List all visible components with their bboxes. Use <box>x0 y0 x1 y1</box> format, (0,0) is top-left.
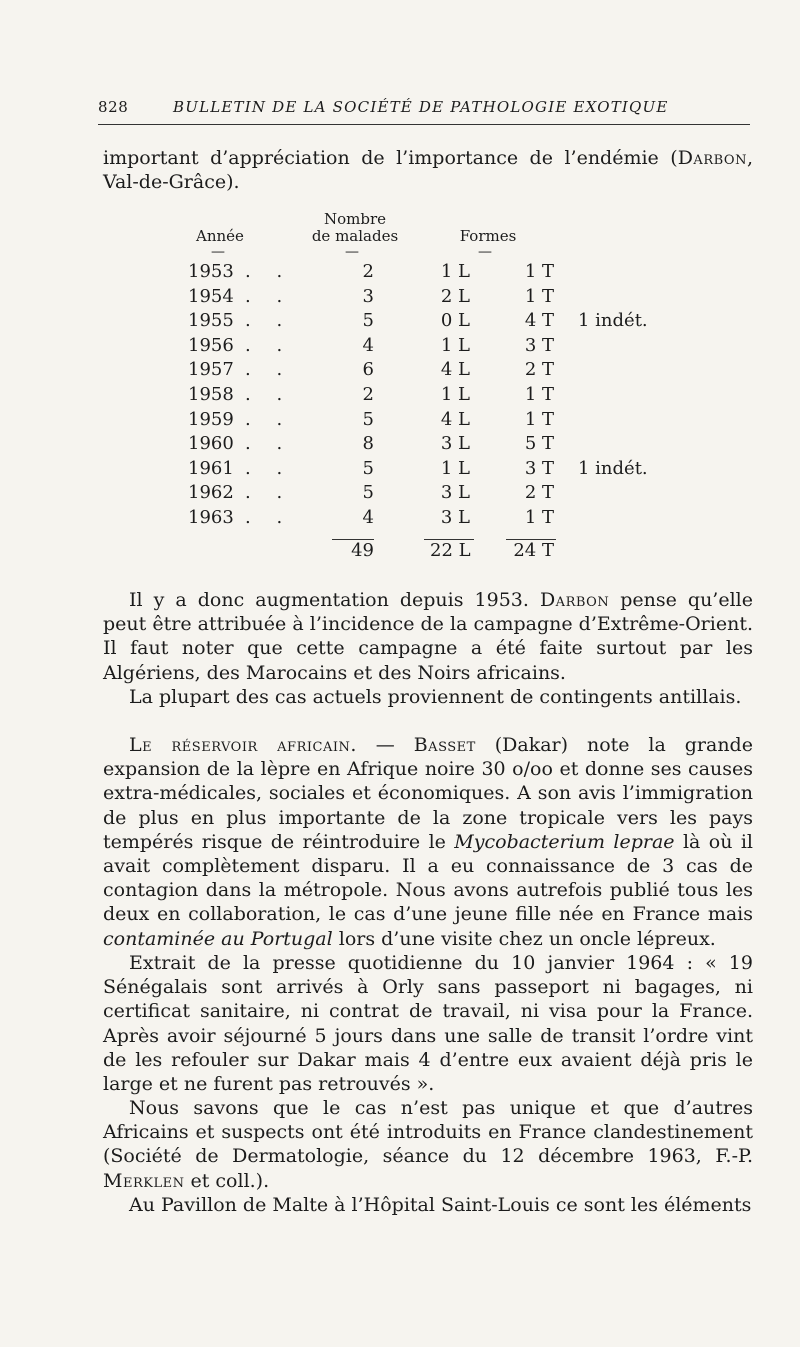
table-cell-forms-t: 5 T <box>524 433 554 455</box>
table-cell-patients: 3 <box>362 285 374 307</box>
table-cell-year: 1963 <box>188 507 234 528</box>
paragraph-press-extract: Extrait de la presse quotidienne du 10 janvier 1964 : « 19 Sénégalais sont arrivés à Orly sans passeport ni bagages, ni certificat sanitaire, ni contrat de travail, ni visa pour la France. Après avoir séjourné 5 jours dans une salle de transit l’ordre vint de les refouler sur Dakar mais 4 d’entre eux avaient déjà pris le large et ne furent pas retrouvés ». <box>103 952 753 1096</box>
table-cell-patients: 4 <box>362 507 374 528</box>
table-cell-patients: 5 <box>362 457 374 479</box>
table-cell-forms-t: 4 T <box>524 310 554 332</box>
header-dash: — <box>345 244 359 260</box>
table-cell-year: 1956 <box>188 334 234 356</box>
table-cell-year: 1955 <box>188 310 234 332</box>
paragraph-text: lors d’une visite chez un oncle lépreux. <box>332 927 716 950</box>
table-cell-patients: 5 <box>362 408 374 430</box>
table-cell-forms-t: 1 T <box>524 507 554 528</box>
species-name: Mycobacterium leprae <box>454 830 675 853</box>
table-cell-forms-t: 2 T <box>524 359 554 381</box>
table-cell-year: 1961 <box>188 457 234 479</box>
paragraph-pavillon-malte: Au Pavillon de Malte à l’Hôpital Saint-Louis ce sont les éléments <box>129 1194 752 1216</box>
paragraph-augmentation <box>103 588 753 685</box>
table-cell-forms-t: 1 T <box>524 261 554 282</box>
table-cell-note: 1 indét. <box>578 457 648 479</box>
author-name: Basset <box>413 734 476 756</box>
table-row-dots: . . <box>245 384 293 405</box>
table-cell-patients: 2 <box>362 384 374 405</box>
paragraph-text: — <box>356 734 414 756</box>
total-forms-t: 24 T <box>513 540 554 561</box>
total-patients: 49 <box>351 540 374 561</box>
paragraph-text: pense qu’elle peut être attribuée à l’incidence de la campagne d’Extrême-Orient. Il faut noter que cette campagne a été faite surtout par les Algériens, des Marocains et des Noirs africains. <box>103 589 753 684</box>
table-row-dots: . . <box>245 359 293 381</box>
table-cell-forms-l: 3 L <box>440 482 470 504</box>
table-cell-year: 1962 <box>188 482 234 504</box>
page-number: 828 <box>98 98 129 116</box>
table-cell-forms-l: 3 L <box>440 433 470 455</box>
paragraph-text: là où il avait complètement disparu. Il a eu connaissance de 3 cas de contagion dans la métropole. Nous avons autrefois publié tous les deux en collaboration, le cas d’une jeune fille née en France mais <box>103 830 753 926</box>
header-dash: — <box>211 244 225 260</box>
table-cell-patients: 5 <box>362 310 374 332</box>
table-cell-patients: 5 <box>362 482 374 504</box>
table-cell-forms-t: 1 T <box>524 408 554 430</box>
table-row-dots: . . <box>245 285 293 307</box>
table-row-dots: . . <box>245 261 293 282</box>
table-cell-forms-t: 1 T <box>524 384 554 405</box>
table-cell-patients: 4 <box>362 334 374 356</box>
table-cell-forms-l: 0 L <box>440 310 470 332</box>
intro-text-end: , Val-de-Grâce). <box>103 147 753 194</box>
paragraph-text: (Dakar) note la grande expansion de la lèpre en Afrique noire 30 o/oo et donne ses causes extra-médicales, sociales et économiques. A son avis l’immigration de plus en plus importante de la zone tropicale vers les pays tempérés risque de réintroduire le <box>103 734 753 853</box>
table-cell-year: 1957 <box>188 359 234 381</box>
paragraph-text: Il y a donc augmentation depuis 1953. <box>129 589 540 611</box>
paragraph-clandestine <box>103 1096 753 1193</box>
author-name: Darbon <box>677 147 747 169</box>
table-cell-year: 1953 <box>188 261 234 282</box>
table-cell-forms-l: 1 L <box>440 384 470 405</box>
table-cell-patients: 6 <box>362 359 374 381</box>
table-cell-forms-t: 2 T <box>524 482 554 504</box>
cases-table <box>0 0 800 600</box>
paragraph-text: Nous savons que le cas n’est pas unique et que d’autres Africains et suspects ont été introduits en France clandestinement (Société de Dermatologie, séance du 12 décembre 1963, F.-P. <box>103 1097 753 1168</box>
col-header-forms: Formes <box>459 227 517 245</box>
table-cell-note: 1 indét. <box>578 310 648 332</box>
col-header-patients-line1: Nombre <box>323 210 387 228</box>
table-cell-forms-t: 3 T <box>524 334 554 356</box>
table-row-dots: . . <box>245 334 293 356</box>
col-header-patients-line2: de malades <box>311 227 399 245</box>
table-cell-forms-l: 4 L <box>440 359 470 381</box>
table-cell-year: 1954 <box>188 285 234 307</box>
table-cell-year: 1960 <box>188 433 234 455</box>
table-cell-year: 1959 <box>188 408 234 430</box>
journal-title: BULLETIN DE LA SOCIÉTÉ DE PATHOLOGIE EXOTIQUE <box>173 98 669 116</box>
table-row-dots: . . <box>245 457 293 479</box>
table-row-dots: . . <box>245 310 293 332</box>
table-row-dots: . . <box>245 408 293 430</box>
section-heading: Le réservoir africain. <box>129 734 357 756</box>
table-cell-forms-l: 1 L <box>440 334 470 356</box>
table-cell-forms-l: 3 L <box>440 507 470 528</box>
table-row-dots: . . <box>245 482 293 504</box>
table-row-dots: . . <box>245 433 293 455</box>
table-cell-forms-l: 4 L <box>440 408 470 430</box>
emphasis-text: contaminée au Portugal <box>103 927 333 950</box>
table-cell-year: 1958 <box>188 384 234 405</box>
table-cell-forms-t: 1 T <box>524 285 554 307</box>
table-cell-patients: 2 <box>362 261 374 282</box>
table-cell-forms-t: 3 T <box>524 457 554 479</box>
table-cell-forms-l: 1 L <box>440 261 470 282</box>
intro-text: important d’appréciation de l’importance de l’endémie ( <box>103 147 678 169</box>
col-header-year: Année <box>196 227 244 245</box>
table-cell-patients: 8 <box>362 433 374 455</box>
author-name: Merklen <box>103 1169 185 1192</box>
total-forms-l: 22 L <box>430 540 471 561</box>
author-name: Darbon <box>539 589 610 611</box>
table-cell-forms-l: 2 L <box>440 285 470 307</box>
header-dash: — <box>478 244 492 260</box>
paragraph-text: et coll.). <box>184 1169 270 1192</box>
paragraph-reservoir <box>103 733 753 951</box>
table-cell-forms-l: 1 L <box>440 457 470 479</box>
paragraph-antillais: La plupart des cas actuels proviennent de contingents antillais. <box>129 686 742 708</box>
table-row-dots: . . <box>245 507 293 528</box>
